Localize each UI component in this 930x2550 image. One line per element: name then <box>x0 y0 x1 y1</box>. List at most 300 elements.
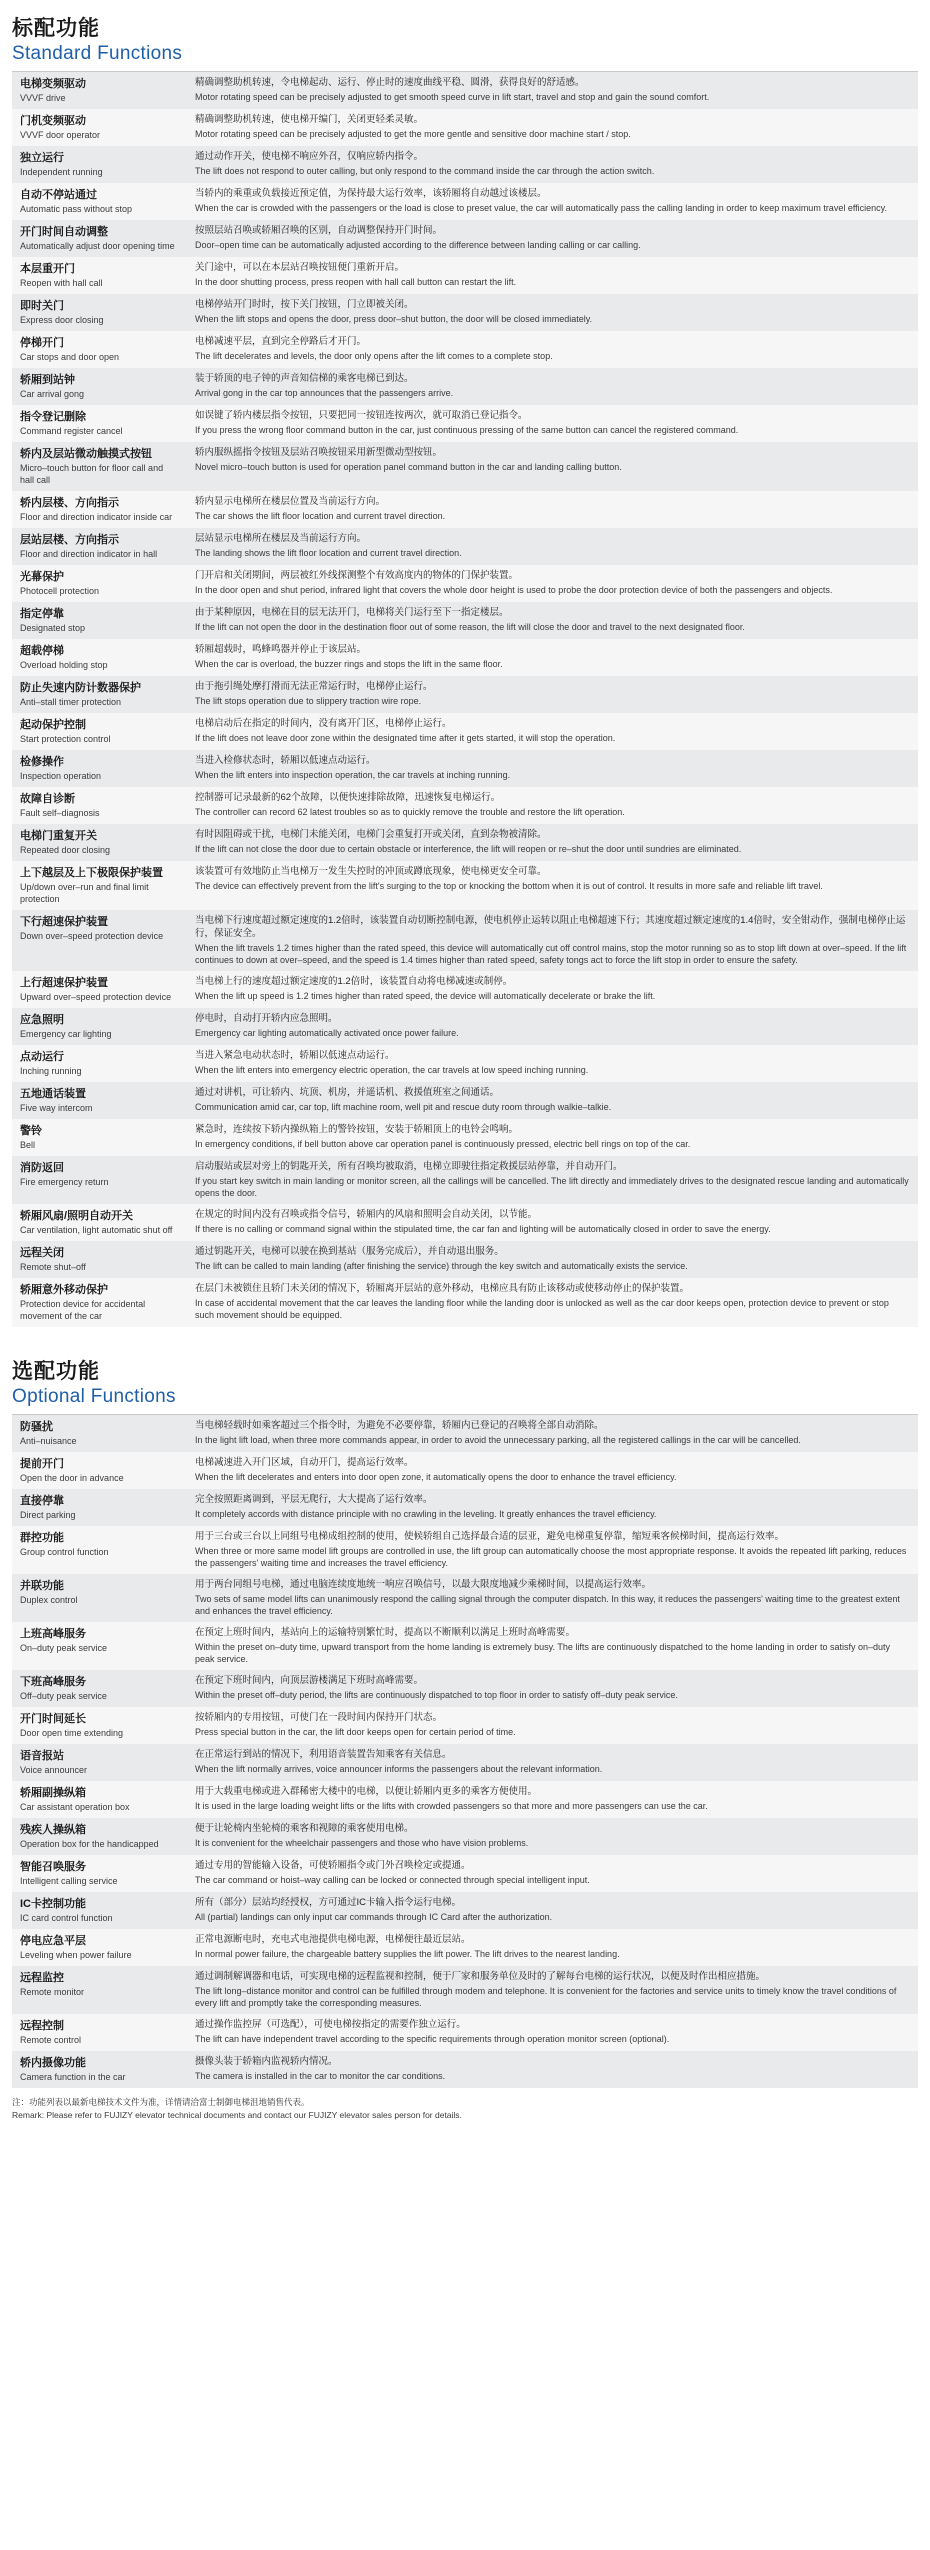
function-name-en: Repeated door closing <box>20 844 111 855</box>
function-desc-en: It is used in the large loading weight lifts or the lifts with crowded passengers so that more and more passengers can use the car. <box>195 1800 708 1811</box>
table-row <box>12 1452 918 1489</box>
function-name-cell <box>12 1781 187 1818</box>
table-row <box>12 750 918 787</box>
function-desc-cell <box>187 1670 918 1707</box>
function-desc-cn: 启动服站或层对旁上的钥匙开关，所有召唤均被取消，电梯立即驶往指定救援层站停靠，并自动开门。 <box>195 1160 623 1172</box>
function-name-en: Floor and direction indicator in hall <box>20 548 158 559</box>
function-desc-cn: 在预定上班时间内，基站向上的运输特别繁忙时，提高以不断顺利以满足上班时高峰需要。 <box>195 1627 576 1639</box>
function-desc-en: The lift stops operation due to slippery traction wire rope. <box>195 695 422 706</box>
function-name-en: Voice announcer <box>20 1765 88 1775</box>
function-name-en: Protection device for accidental movement of the car <box>20 1298 146 1321</box>
table-row <box>12 787 918 824</box>
function-desc-en: Communication amid car, car top, lift machine room, well pit and rescue duty room through walkie–talkie. <box>195 1101 612 1112</box>
function-name-en: Five way intercom <box>20 1102 93 1113</box>
function-name-en: Photocell protection <box>20 585 100 596</box>
function-name-en: Up/down over–run and final limit protection <box>20 881 149 904</box>
function-desc-cell <box>187 528 918 565</box>
function-desc-en: Within the preset on–duty time, upward transport from the home landing is extremely busy. The lifts are continuously dispatched to the home landing in order to satisfy on–duty peak service. <box>195 1641 891 1665</box>
function-name-cn: 上下越层及上下极限保护装置 <box>20 866 163 879</box>
function-name-en: Fault self–diagnosis <box>20 807 100 818</box>
table-row <box>12 1241 918 1278</box>
function-name-cell <box>12 1082 187 1119</box>
function-desc-en: If there is no calling or command signal within the stipulated time, the car fan and lighting will be automatically closed in order to save the energy. <box>195 1223 771 1234</box>
function-desc-en: It is convenient for the wheelchair passengers and those who have vision problems. <box>195 1837 529 1848</box>
function-desc-cell <box>187 2014 918 2051</box>
function-desc-en: Two sets of same model lifts can unanimously respond the calling signal through the computer dispatch. In this way, it reduces the passengers' waiting time to the greatest extent and enhances the travel efficiency. <box>195 1593 900 1616</box>
function-desc-en: If you start key switch in main landing or monitor screen, all the callings will be cancelled. The lift directly and immediately drives to the designated rescue landing and automatically opens the door. <box>195 1175 909 1198</box>
table-row <box>12 1855 918 1892</box>
function-desc-cell <box>187 146 918 183</box>
function-name-en: Automatically adjust door opening time <box>20 240 175 251</box>
function-name-en: VVVF drive <box>20 92 66 103</box>
function-name-en: Anti–nuisance <box>20 1435 77 1446</box>
table-row <box>12 1156 918 1204</box>
function-name-cell <box>12 1892 187 1929</box>
function-name-cell <box>12 1744 187 1781</box>
function-desc-en: Motor rotating speed can be precisely adjusted to get smooth speed curve in lift start, travel and stop and gain the sound comfort. <box>195 91 710 102</box>
function-desc-cell <box>187 1204 918 1241</box>
function-name-en: Upward over–speed protection device <box>20 991 172 1002</box>
function-desc-en: If the lift can not open the door in the destination floor out of some reason, the lift will close the door and travel to the next designated floor. <box>195 621 745 632</box>
function-desc-cn: 电梯停站开门时时，按下关门按钮，门立即被关闭。 <box>195 298 414 310</box>
function-desc-cn: 精确调整助机转速，使电梯开编门，关闭更轻柔灵敏。 <box>195 113 424 125</box>
function-desc-cell <box>187 1489 918 1526</box>
table-row <box>12 442 918 491</box>
function-name-cell <box>12 910 187 971</box>
function-name-en: Anti–stall timer protection <box>20 696 122 707</box>
function-name-cn: 轿内摄像功能 <box>20 2057 86 2070</box>
function-desc-cell <box>187 1929 918 1966</box>
function-name-cell <box>12 1008 187 1045</box>
function-name-cell <box>12 676 187 713</box>
function-desc-en: The lift can be called to main landing (after finishing the service) through the key switch and automatically exists the service. <box>195 1260 688 1271</box>
function-name-cn: 下行超速保护装置 <box>20 915 108 928</box>
table-row <box>12 1966 918 2014</box>
function-desc-cell <box>187 787 918 824</box>
function-name-cn: 点动运行 <box>20 1050 64 1063</box>
section-gap <box>12 1327 918 1353</box>
remark-en: Remark: Please refer to FUJIZY elevator technical documents and contact our FUJIZY elevator sales person for details. <box>12 2109 462 2120</box>
function-name-cn: IC卡控制功能 <box>20 1898 86 1911</box>
function-desc-cell <box>187 1415 918 1452</box>
function-name-cell <box>12 146 187 183</box>
function-name-cell <box>12 1574 187 1622</box>
function-name-en: Reopen with hall call <box>20 277 103 288</box>
table-row <box>12 1415 918 1452</box>
function-name-cell <box>12 368 187 405</box>
function-name-cell <box>12 1241 187 1278</box>
table-row <box>12 1082 918 1119</box>
function-desc-cn: 用于三台或三台以上同组号电梯成组控制的使用，使候轿组自己选择最合适的层亚，避免电梯重复停靠，缩短乘客候梯时间，提高运行效率。 <box>195 1530 785 1542</box>
function-desc-cn: 用于两台同组号电梯，通过电脑连续度地统一响应召唤信号，以最大限度地减少乘梯时间，以提高运行效率。 <box>195 1579 652 1590</box>
function-name-cn: 检修操作 <box>20 755 64 768</box>
function-desc-cell <box>187 1278 918 1327</box>
function-desc-cell <box>187 1526 918 1574</box>
function-name-en: Automatic pass without stop <box>20 203 133 214</box>
function-name-cell <box>12 787 187 824</box>
function-name-cn: 自动不停站通过 <box>20 188 97 201</box>
function-desc-cn: 轿厢超载时，鸣蜂鸣器并停止于该层站。 <box>195 643 367 655</box>
function-desc-cn: 电梯减速平层，直到完全停路后才开门。 <box>195 335 367 347</box>
function-desc-cn: 轿内显示电梯所在楼层位置及当前运行方向。 <box>195 495 386 507</box>
function-desc-en: Novel micro–touch button is used for operation panel command button in the car and landing calling button. <box>195 461 622 472</box>
function-name-cn: 轿厢副操纵箱 <box>20 1787 86 1800</box>
function-desc-cn: 通过钥匙开关，电梯可以驶在换到基站（服务完成后），并自动退出服务。 <box>195 1245 504 1257</box>
table-row <box>12 1119 918 1156</box>
function-name-cn: 开门时间延长 <box>20 1713 86 1726</box>
function-name-cell <box>12 294 187 331</box>
function-desc-cell <box>187 294 918 331</box>
function-name-cn: 指定停靠 <box>20 607 64 620</box>
function-name-cell <box>12 602 187 639</box>
function-name-en: Car arrival gong <box>20 388 85 399</box>
function-desc-en: The lift can have independent travel according to the specific requirements through operation monitor screen (optional). <box>195 2033 670 2044</box>
section-title-standard <box>12 16 918 66</box>
function-name-cn: 轿厢风扇/照明自动开关 <box>20 1209 134 1222</box>
function-name-en: Leveling when power failure <box>20 1949 132 1960</box>
function-name-cn: 五地通话装置 <box>20 1087 86 1100</box>
function-desc-cn: 该装置可有效地防止当电梯万一发生失控时的冲顶或蹲底现象，使电梯更安全可靠。 <box>195 865 547 877</box>
function-desc-cn: 电梯启动后在指定的时间内，没有离开门区，电梯停止运行。 <box>195 717 452 729</box>
function-desc-cell <box>187 1622 918 1670</box>
function-name-en: VVVF door operator <box>20 129 101 140</box>
function-name-cn: 下班高峰服务 <box>20 1676 86 1689</box>
function-name-cell <box>12 1415 187 1452</box>
function-name-cell <box>12 2051 187 2088</box>
function-desc-cn: 正常电源断电时，充电式电池提供电梯电源，电梯便往最近层站。 <box>195 1934 471 1946</box>
function-desc-en: When the lift decelerates and enters into door open zone, it automatically opens the door to enhance the travel efficiency. <box>195 1471 677 1482</box>
function-name-cn: 开门时间自动调整 <box>20 225 108 238</box>
function-name-cell <box>12 1452 187 1489</box>
section-title-cn: 选配功能 <box>12 1359 100 1383</box>
table-row <box>12 220 918 257</box>
function-desc-cell <box>187 750 918 787</box>
table-row <box>12 861 918 910</box>
function-name-cn: 远程监控 <box>20 1972 64 1985</box>
function-desc-cell <box>187 1966 918 2014</box>
function-name-cn: 远程关闭 <box>20 1246 64 1259</box>
table-row <box>12 676 918 713</box>
function-desc-cell <box>187 861 918 910</box>
function-desc-cn: 通过动作开关，使电梯不响应外召，仅响应轿内指令。 <box>195 150 424 162</box>
table-row <box>12 72 918 109</box>
function-name-cn: 轿厢到站钟 <box>20 373 75 386</box>
function-name-en: Remote monitor <box>20 1986 85 1997</box>
function-desc-cell <box>187 1781 918 1818</box>
function-name-cn: 起动保护控制 <box>20 718 86 731</box>
function-name-en: Direct parking <box>20 1509 76 1520</box>
function-desc-cell <box>187 1045 918 1082</box>
function-desc-cn: 控制器可记录最新的62个故障，以便快速排除故障，迅速恢复电梯运行。 <box>195 791 501 803</box>
function-name-cn: 直接停靠 <box>20 1494 64 1507</box>
function-name-cn: 停梯开门 <box>20 336 64 349</box>
function-desc-cn: 在正常运行到站的情况下，利用语音装置告知乘客有关信息。 <box>195 1749 452 1761</box>
function-desc-en: Emergency car lighting automatically activated once power failure. <box>195 1027 459 1038</box>
function-name-cn: 故障自诊断 <box>20 792 75 805</box>
function-name-en: Micro–touch button for floor call and hall call <box>20 462 164 485</box>
function-name-cn: 语音报站 <box>20 1750 64 1763</box>
function-name-cell <box>12 1045 187 1082</box>
function-name-en: On–duty peak service <box>20 1642 108 1653</box>
function-name-cn: 防骚扰 <box>20 1420 53 1433</box>
function-desc-cn: 轿内服纵摇指令按钮及层站召唤按钮采用新型微动型按钮。 <box>195 446 443 458</box>
function-name-en: Command register cancel <box>20 425 123 436</box>
function-name-en: Inspection operation <box>20 770 102 781</box>
function-name-en: Operation box for the handicapped <box>20 1838 159 1849</box>
table-row <box>12 1622 918 1670</box>
function-name-cn: 警铃 <box>20 1124 42 1137</box>
function-desc-en: The lift long–distance monitor and control can be fulfilled through modem and telephone. It is convenient for the factories and service units to timely know the travel conditions of every lift and promptly take the corresponding measures. <box>195 1985 897 2009</box>
section-title-optional <box>12 1359 918 1409</box>
function-name-cn: 停电应急平层 <box>20 1935 86 1948</box>
function-name-cell <box>12 109 187 146</box>
function-desc-cell <box>187 257 918 294</box>
table-row <box>12 183 918 220</box>
standard-functions-table <box>12 72 918 1327</box>
function-name-cell <box>12 1204 187 1241</box>
function-name-cell <box>12 565 187 602</box>
function-desc-cell <box>187 676 918 713</box>
function-name-cn: 远程控制 <box>20 2020 64 2033</box>
function-name-en: Emergency car lighting <box>20 1028 112 1039</box>
function-name-cn: 群控功能 <box>20 1531 64 1544</box>
function-desc-en: Press special button in the car, the lift door keeps open for certain period of time. <box>195 1726 516 1737</box>
function-desc-cn: 当进入检修状态时，轿厢以低速点动运行。 <box>195 754 376 766</box>
function-name-en: Car ventilation, light automatic shut off <box>20 1224 173 1235</box>
function-desc-en: Door–open time can be automatically adjusted according to the difference between landing calling or car calling. <box>195 239 641 250</box>
function-desc-en: The device can effectively prevent from the lift's surging to the top or knocking the bottom when it is out of control. It results in more safe and reliable lift travel. <box>195 880 823 891</box>
function-desc-en: The car shows the lift floor location and current travel direction. <box>195 510 446 521</box>
function-name-en: Fire emergency return <box>20 1176 109 1187</box>
function-desc-cn: 在层门未被锁住且轿门未关闭的情况下，轿厢离开层站的意外移动，电梯应具有防止该移动或使移动停止的保护装置。 <box>195 1282 690 1294</box>
table-row <box>12 1781 918 1818</box>
table-row <box>12 1892 918 1929</box>
table-row <box>12 146 918 183</box>
function-desc-cn: 有时因阻碍或干扰，电梯门未能关闭，电梯门会重复打开或关闭，直到杂物被清除。 <box>195 828 547 840</box>
function-desc-cell <box>187 1707 918 1744</box>
function-name-cell <box>12 2014 187 2051</box>
function-name-cn: 轿内层楼、方向指示 <box>20 496 119 509</box>
section-title-en: Optional Functions <box>12 1386 176 1408</box>
function-name-en: Duplex control <box>20 1594 78 1605</box>
function-desc-en: The camera is installed in the car to monitor the car conditions. <box>195 2070 446 2081</box>
function-name-cn: 轿厢意外移动保护 <box>20 1283 108 1296</box>
function-desc-cell <box>187 442 918 491</box>
function-desc-cell <box>187 1156 918 1204</box>
function-name-en: Door open time extending <box>20 1728 124 1739</box>
function-name-en: Group control function <box>20 1546 109 1557</box>
function-name-cn: 电梯门重复开关 <box>20 829 97 842</box>
function-name-cell <box>12 861 187 910</box>
function-name-cell <box>12 639 187 676</box>
function-desc-cell <box>187 368 918 405</box>
function-desc-cell <box>187 220 918 257</box>
table-row <box>12 2014 918 2051</box>
function-name-cell <box>12 713 187 750</box>
optional-functions-table <box>12 1415 918 2088</box>
function-desc-en: If the lift does not leave door zone within the designated time after it gets started, it will stop the operation. <box>195 732 616 743</box>
function-desc-cell <box>187 491 918 528</box>
function-name-cell <box>12 183 187 220</box>
function-desc-en: In the door shutting process, press reopen with hall call button can restart the lift. <box>195 276 517 287</box>
table-row <box>12 1278 918 1327</box>
function-desc-cell <box>187 1744 918 1781</box>
function-name-en: Down over–speed protection device <box>20 930 164 941</box>
function-desc-cn: 通过调制解调器和电话，可实现电梯的远程监视和控制，便于厂家和服务单位及时的了解每台电梯的运行状况，以便及时作出相应措施。 <box>195 1971 766 1983</box>
function-name-cell <box>12 1929 187 1966</box>
function-name-cn: 智能召唤服务 <box>20 1861 86 1874</box>
table-row <box>12 713 918 750</box>
function-name-en: Car assistant operation box <box>20 1801 130 1812</box>
function-name-cn: 应急照明 <box>20 1013 64 1026</box>
function-desc-en: When three or more same model lift groups are controlled in use, the lift group can automatically choose the most appropriate response. It avoids the repeated lift parking, reduces the passengers' waiting time and increases the travel efficiency. <box>195 1545 907 1568</box>
function-desc-cn: 在规定的时间内没有召唤或指令信号，轿厢内的风扇和照明会自动关闭，以节能。 <box>195 1208 538 1220</box>
table-row <box>12 1008 918 1045</box>
function-desc-en: In the light lift load, when three more commands appear, in order to avoid the unnecessary parking, all the registered callings in the car will be cancelled. <box>195 1434 801 1445</box>
function-desc-en: When the lift enters into emergency electric operation, the car travels at low speed inching running. <box>195 1064 589 1075</box>
function-desc-en: When the lift travels 1.2 times higher than the rated speed, this device will automatically cut off control mains, stop the motor running so as to stop lift down at over–speed. If the lift continues to down at over–speed, and the speed is 1.4 times higher than rated speed, safety tongs act to force the lift stop in order to ensure the safety. <box>195 942 907 965</box>
function-name-cn: 指令登记删除 <box>20 410 86 423</box>
function-name-cell <box>12 1855 187 1892</box>
function-name-en: Camera function in the car <box>20 2071 126 2082</box>
function-name-cn: 超载停梯 <box>20 644 64 657</box>
table-row <box>12 368 918 405</box>
function-desc-cell <box>187 565 918 602</box>
function-name-cn: 轿内及层站微动触摸式按钮 <box>20 447 152 460</box>
table-row <box>12 639 918 676</box>
function-name-cell <box>12 1670 187 1707</box>
function-name-cn: 并联功能 <box>20 1580 64 1592</box>
function-name-en: Overload holding stop <box>20 659 108 670</box>
function-name-cell <box>12 1966 187 2014</box>
table-row <box>12 1204 918 1241</box>
function-desc-cn: 停电时，自动打开轿内应急照明。 <box>195 1012 338 1024</box>
function-desc-cn: 精确调整助机转速，令电梯起动、运行、停止时的速度曲线平稳、圆滑，获得良好的舒适感。 <box>195 77 585 88</box>
function-desc-cell <box>187 1452 918 1489</box>
function-name-cell <box>12 1526 187 1574</box>
function-name-cell <box>12 750 187 787</box>
function-name-cn: 上行超速保护装置 <box>20 976 108 989</box>
standard-functions-body <box>12 72 918 1327</box>
function-name-en: Remote control <box>20 2035 82 2045</box>
table-row <box>12 109 918 146</box>
function-desc-en: In normal power failure, the chargeable battery supplies the lift power. The lift drives to the nearest landing. <box>195 1948 620 1959</box>
function-desc-cell <box>187 183 918 220</box>
function-desc-cn: 当电梯下行速度超过额定速度的1.2倍时，该装置自动切断控制电源，使电机停止运转以阻止电梯超速下行；其速度超过额定速度的1.4倍时，安全钳动作，强制电梯停止运行，保证安全。 <box>195 914 906 939</box>
function-desc-cell <box>187 824 918 861</box>
function-name-en: Bell <box>20 1139 36 1150</box>
function-desc-en: In emergency conditions, if bell button above car operation panel is continuously pressed, electric bell rings on top of the car. <box>195 1138 691 1149</box>
function-desc-cn: 在预定下班时间内，向顶层游楼满足下班时高峰需要。 <box>195 1675 424 1687</box>
function-desc-cn: 摄像头装于轿箱内监视轿内情况。 <box>195 2056 338 2068</box>
function-desc-en: When the lift normally arrives, voice announcer informs the passengers about the relevant information. <box>195 1763 603 1774</box>
table-row <box>12 1744 918 1781</box>
function-desc-cell <box>187 72 918 109</box>
function-name-cell <box>12 824 187 861</box>
table-row <box>12 1818 918 1855</box>
table-row <box>12 1707 918 1744</box>
function-name-cn: 上班高峰服务 <box>20 1628 86 1641</box>
table-row <box>12 491 918 528</box>
section-title-cn: 标配功能 <box>12 17 100 40</box>
function-name-cell <box>12 405 187 442</box>
function-desc-cell <box>187 1008 918 1045</box>
table-row <box>12 1526 918 1574</box>
function-desc-en: The landing shows the lift floor location and current travel direction. <box>195 547 462 558</box>
function-desc-cn: 当轿内的乘重或负载接近预定值，为保持最大运行效率，该轿厢将自动越过该楼层。 <box>195 187 547 199</box>
function-name-cell <box>12 331 187 368</box>
remark-cn: 注：功能列表以最新电梯技术文件为准，详情请洽富士制御电梯沮地销售代表。 <box>12 2097 310 2108</box>
function-desc-cell <box>187 1574 918 1622</box>
function-name-cell <box>12 1818 187 1855</box>
table-row <box>12 1489 918 1526</box>
function-desc-cn: 如误键了轿内楼层指令按钮，只要把同一按钮连按两次，就可取消已登记指令。 <box>195 409 528 421</box>
function-name-en: Intelligent calling service <box>20 1875 118 1886</box>
function-desc-en: The car command or hoist–way calling can be locked or connected through special intelligent input. <box>195 1874 590 1885</box>
function-name-en: Inching running <box>20 1065 82 1076</box>
table-row <box>12 602 918 639</box>
table-row <box>12 2051 918 2088</box>
function-name-en: Floor and direction indicator inside car <box>20 511 173 522</box>
function-desc-en: When the lift up speed is 1.2 times higher than rated speed, the device will automatically decelerate or brake the lift. <box>195 990 656 1001</box>
function-desc-en: When the car is overload, the buzzer rings and stops the lift in the same floor. <box>195 658 503 669</box>
function-desc-cell <box>187 331 918 368</box>
function-desc-en: Motor rotating speed can be precisely adjusted to get the more gentle and sensitive door machine start / stop. <box>195 128 631 139</box>
function-name-en: Remote shut–off <box>20 1261 86 1272</box>
table-row <box>12 910 918 971</box>
table-row <box>12 405 918 442</box>
function-desc-cell <box>187 1892 918 1929</box>
function-desc-cell <box>187 639 918 676</box>
function-name-cell <box>12 1156 187 1204</box>
function-name-cell <box>12 72 187 109</box>
function-desc-cn: 通过专用的智能输入设备，可使轿厢指令或门外召唤检定或提通。 <box>195 1860 471 1872</box>
function-name-en: Off–duty peak service <box>20 1691 107 1702</box>
function-desc-en: It completely accords with distance principle with no crawling in the leveling. It greatly enhances the travel efficiency. <box>195 1508 657 1519</box>
function-name-cell <box>12 442 187 491</box>
function-desc-cn: 便于让轮椅内坐轮椅的乘客和视障的乘客使用电梯。 <box>195 1823 414 1835</box>
table-row <box>12 565 918 602</box>
function-name-en: Independent running <box>20 166 103 177</box>
function-desc-cell <box>187 602 918 639</box>
function-name-cell <box>12 1278 187 1327</box>
remark-block <box>12 2096 918 2122</box>
function-desc-cn: 当进入紧急电动状态时，轿厢以低速点动运行。 <box>195 1049 395 1061</box>
function-name-cell <box>12 1119 187 1156</box>
function-name-cell <box>12 257 187 294</box>
function-desc-en: When the car is crowded with the passengers or the load is close to preset value, the car will automatically pass the calling landing in order to keep maximum travel efficiency. <box>195 202 888 213</box>
function-desc-cn: 通过对讲机，可让轿内、坑顶、机房，并遥话机、救援值班室之间通话。 <box>195 1086 500 1098</box>
function-desc-en: The lift does not respond to outer calling, but only respond to the command inside the car through the action switch. <box>195 165 655 176</box>
function-desc-en: Within the preset off–duty period, the lifts are continuously dispatched to top floor in order to satisfy off–duty peak service. <box>195 1690 678 1700</box>
function-desc-cn: 紧急时，连续按下轿内操纵箱上的警铃按钮，安装于轿厢顶上的电铃会鸣响。 <box>195 1123 519 1135</box>
function-name-cell <box>12 1622 187 1670</box>
function-desc-cn: 由于某种原因，电梯在目的层无法开门，电梯将关门运行至下一指定楼层。 <box>195 606 509 618</box>
function-desc-cell <box>187 1855 918 1892</box>
function-desc-cn: 当电梯上行的速度超过额定速度的1.2倍时，该装置自动将电梯减速或制停。 <box>195 975 513 987</box>
function-desc-en: When the lift stops and opens the door, press door–shut button, the door will be closed immediately. <box>195 313 593 324</box>
function-desc-cn: 由于拖引绳处摩打滑而无法正常运行时，电梯停止运行。 <box>195 680 433 692</box>
function-desc-cn: 关门途中，可以在本层站召唤按钮便门重新开启。 <box>195 261 405 273</box>
function-name-en: Express door closing <box>20 314 104 325</box>
function-desc-cell <box>187 910 918 971</box>
function-name-cell <box>12 220 187 257</box>
function-desc-cn: 完全按照距离调到，平层无爬行，大大提高了运行效率。 <box>195 1493 433 1505</box>
function-desc-cn: 用于大载重电梯或进入群稀密大楼中的电梯，以便让轿厢内更多的乘客方便使用。 <box>195 1786 538 1798</box>
function-desc-cell <box>187 971 918 1008</box>
table-row <box>12 1929 918 1966</box>
function-name-cn: 门机变频驱动 <box>20 114 86 127</box>
